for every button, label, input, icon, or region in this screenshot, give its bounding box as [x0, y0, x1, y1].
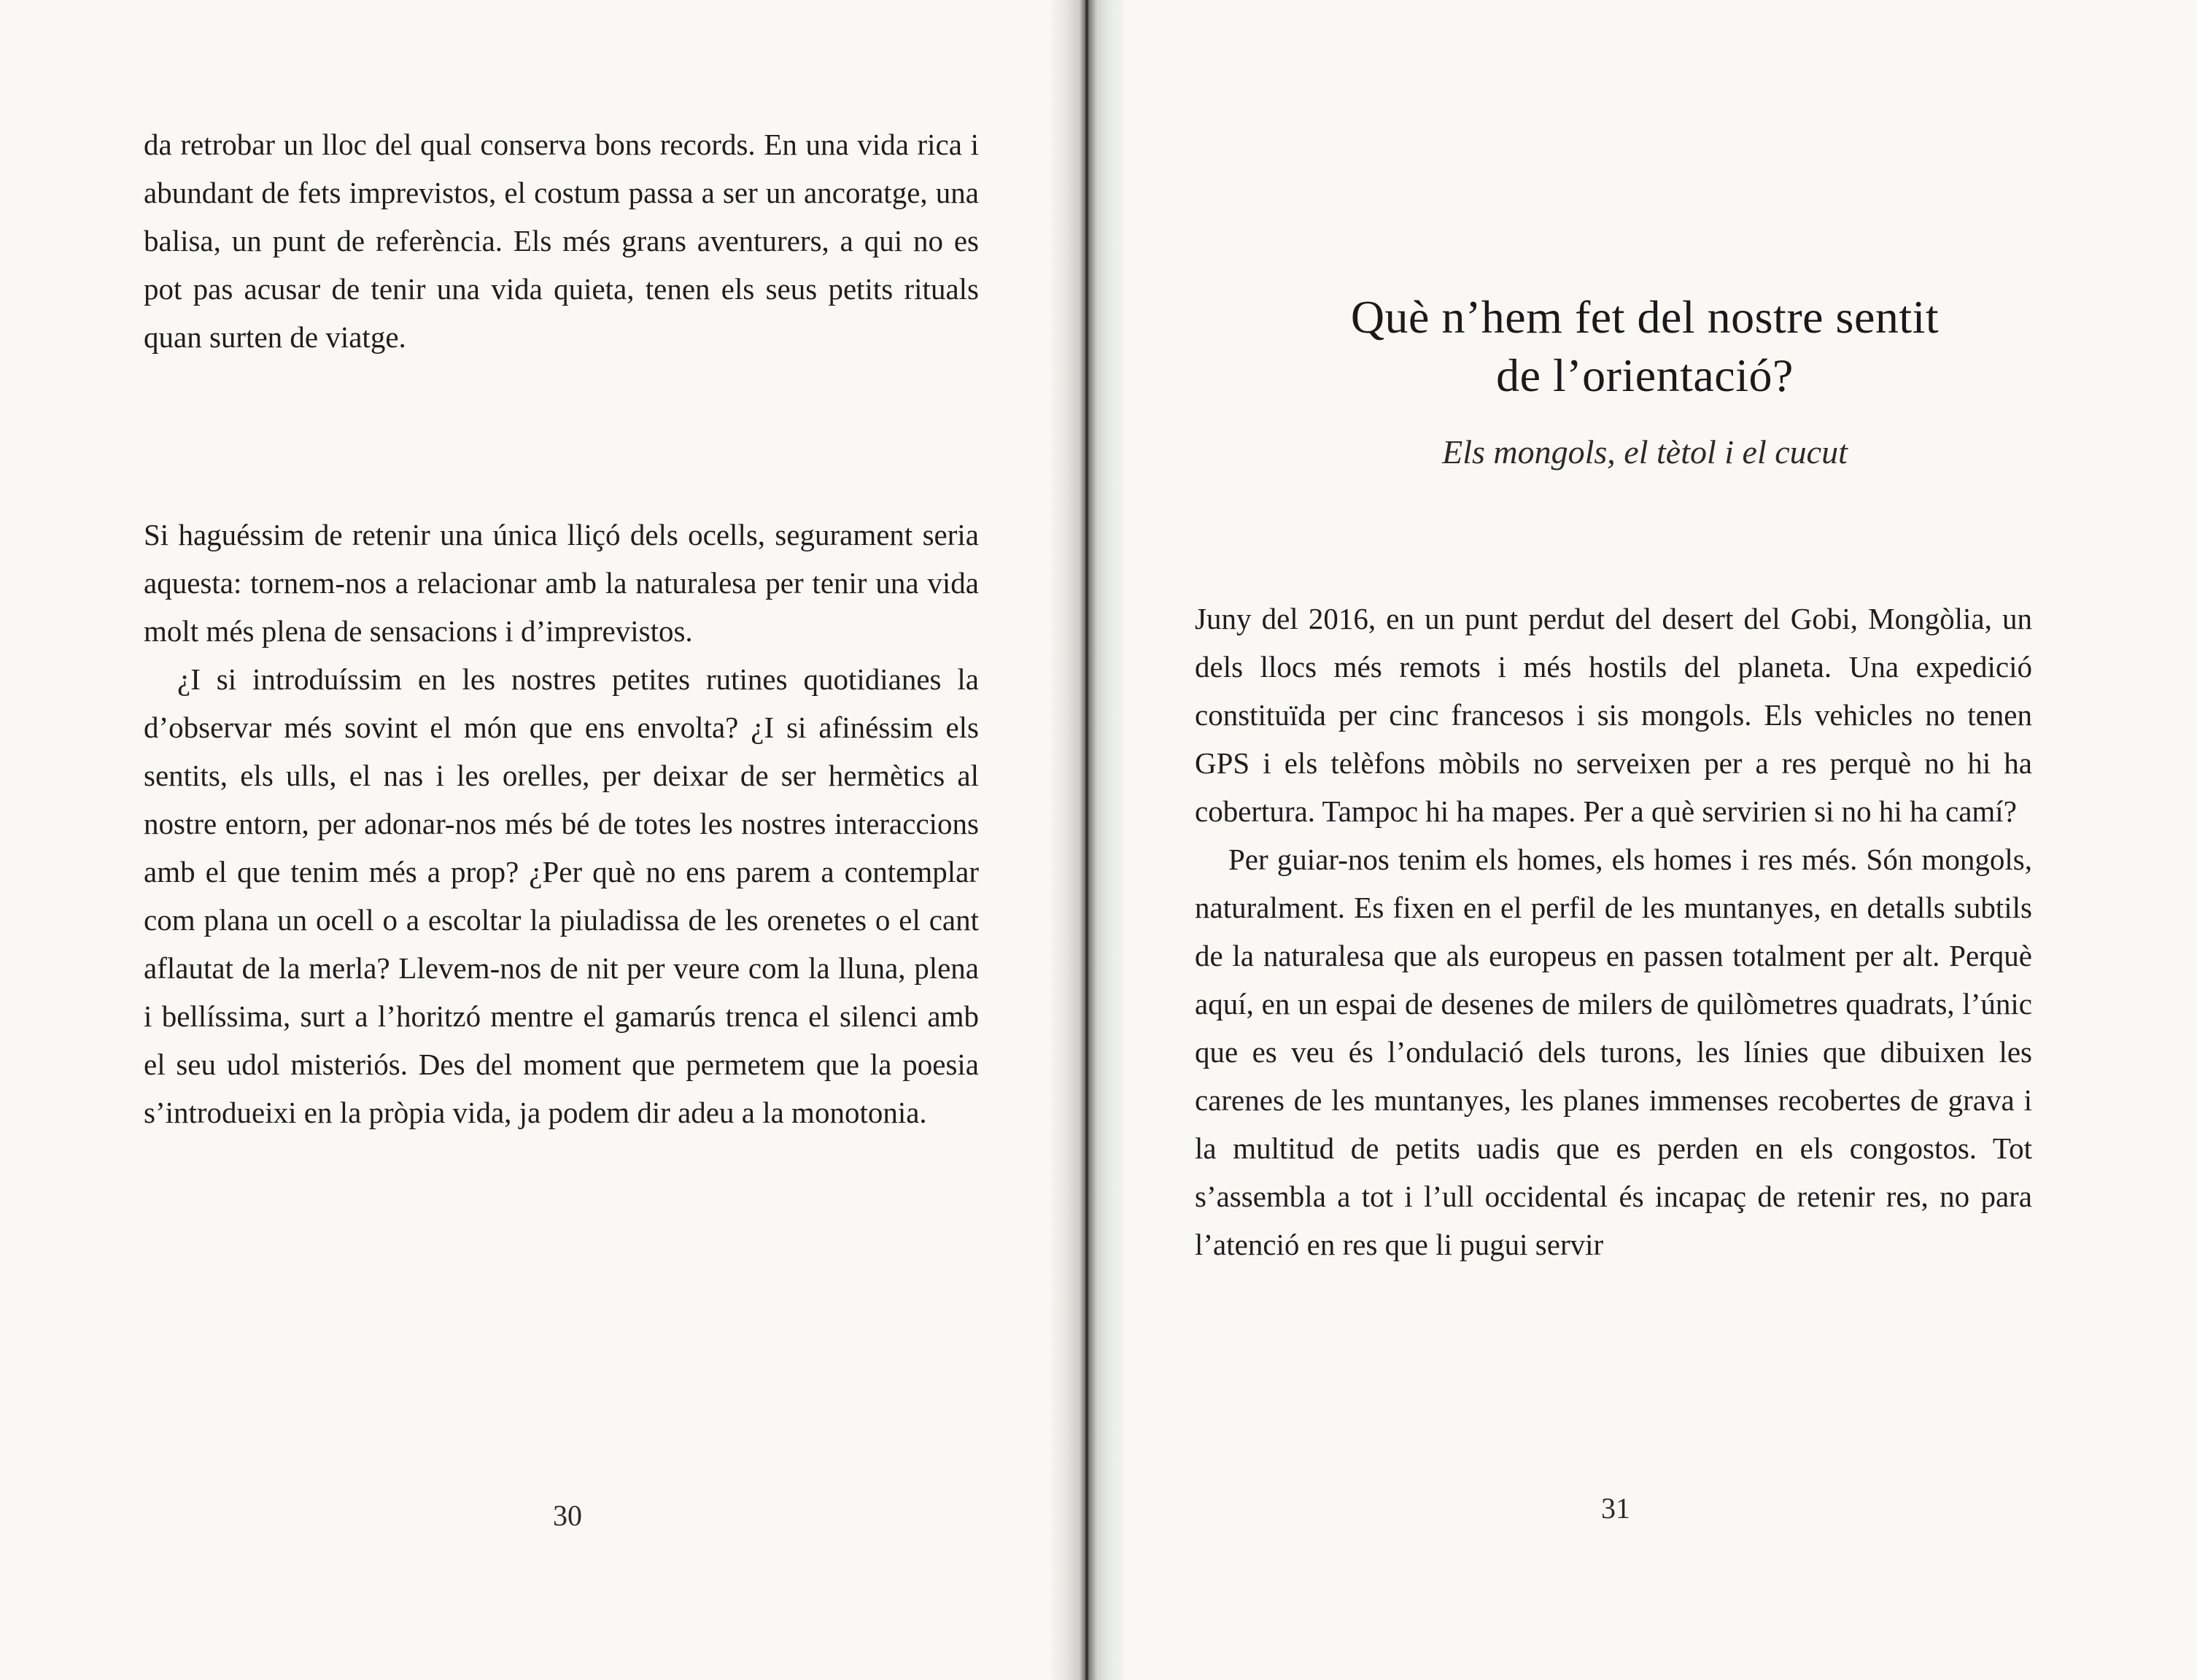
- left-page: [0, 0, 1050, 1680]
- right-paragraph-1: Juny del 2016, en un punt perdut del desert del Gobi, Mongòlia, un dels llocs més remots i més hostils del planeta. Una expedició constituïda per cinc francesos i sis mongols. Els vehicles no tenen GPS i els telèfons mòbils no serveixen per a res perquè no hi ha cobertura. Tampoc hi ha mapes. Per a què servirien si no hi ha camí?: [1195, 602, 2032, 828]
- gutter-fold-line: [1085, 0, 1088, 1680]
- left-text-block-top: [144, 120, 979, 361]
- left-text-block-main: [144, 511, 979, 1137]
- chapter-title-line-2: de l’orientació?: [1496, 349, 1794, 401]
- page-number-right: 31: [1601, 1492, 1630, 1525]
- left-paragraph-2: Si haguéssim de retenir una única lliçó dels ocells, segurament seria aquesta: tornem-nos a relacionar amb la naturalesa per tenir una vida molt més plena de sensacions i d’imprevistos.: [144, 518, 979, 648]
- left-paragraph-3: ¿I si introduíssim en les nostres petites rutines quotidianes la d’observar més sovint el món que ens envolta? ¿I si afinéssim els sentits, els ulls, el nas i les orelles, per deixar de ser hermètics al nostre entorn, per adonar-nos més bé de totes les nostres interaccions amb el que tenim més a prop? ¿Per què no ens parem a contemplar com plana un ocell o a escoltar la piuladissa de les orenetes o el cant aflautat de la merla? Llevem-nos de nit per veure com la lluna, plena i bellíssima, surt a l’horitzó mentre el gamarús trenca el silenci amb el seu udol misteriós. Des del moment que permetem que la poesia s’introdueixi en la pròpia vida, ja podem dir adeu a la monotonia.: [144, 662, 979, 1129]
- chapter-subtitle: Els mongols, el tètol i el cucut: [1442, 433, 1848, 471]
- page-number-left: 30: [553, 1499, 582, 1532]
- right-paragraph-2: Per guiar-nos tenim els homes, els homes i res més. Són mongols, naturalment. Es fixen en el perfil de les muntanyes, en detalls subtils de la naturalesa que als europeus en passen totalment per alt. Perquè aquí, en un espai de desenes de milers de quilòmetres quadrats, l’únic que es veu és l’ondulació dels turons, les línies que dibuixen les carenes de les muntanyes, les planes immenses recobertes de grava i la multitud de petits uadis que es perden en els congostos. Tot s’assembla a tot i l’ull occidental és incapaç de retenir res, no para l’atenció en res que li pugui servir: [1195, 843, 2032, 1261]
- chapter-title: [1225, 288, 2064, 405]
- left-paragraph-continued: da retrobar un lloc del qual conserva bons records. En una vida rica i abundant de fets imprevistos, el costum passa a ser un ancoratge, una balisa, un punt de referència. Els més grans aventurers, a qui no es pot pas acusar de tenir una vida quieta, tenen els seus petits rituals quan surten de viatge.: [144, 128, 979, 354]
- right-text-block: [1195, 595, 2032, 1269]
- chapter-title-line-1: Què n’hem fet del nostre sentit: [1350, 291, 1940, 343]
